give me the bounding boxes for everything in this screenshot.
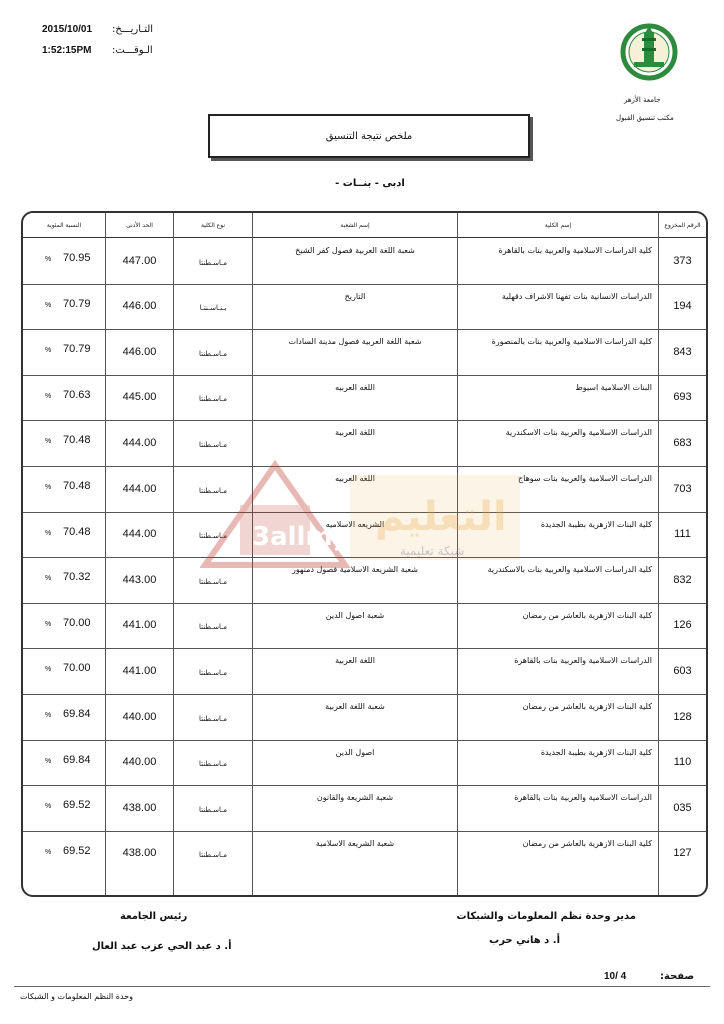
cell-faculty: الدراسات الاسلامية والعربية بنات سوهاج: [517, 474, 652, 483]
cell-code: 128: [673, 710, 692, 723]
time-line: [42, 45, 91, 56]
cell-pct: [23, 694, 105, 739]
percent-value: 70.95: [63, 252, 91, 264]
cell-pct: [23, 420, 105, 465]
cell-type: مـاسـطنتا: [199, 805, 227, 814]
header-min: الحد الأدنى: [126, 221, 153, 229]
cell-type: مـاسـطنتا: [199, 532, 227, 541]
cell-min: 438.00: [122, 847, 157, 860]
cell-code: 603: [673, 664, 692, 677]
percent-value: 70.48: [63, 480, 91, 492]
cell-type: مـاسـطنتا: [199, 760, 227, 769]
cell-min: 440.00: [122, 756, 157, 769]
cell-division: اللغة العربية: [335, 428, 375, 438]
percent-sign: %: [45, 620, 52, 628]
signature-right-name: أ. د هاني حرب: [489, 935, 560, 946]
cell-min: 446.00: [122, 300, 157, 313]
cell-pct: [23, 740, 105, 785]
cell-min: 446.00: [122, 345, 157, 358]
cell-code: 194: [673, 300, 692, 313]
percent-value: 70.00: [63, 662, 91, 675]
percent-value: 70.63: [63, 388, 91, 401]
signature-left-title: رئيس الجامعة: [120, 911, 188, 922]
signature-left-name: أ. د عبد الحي عزب عبد العال: [92, 941, 232, 952]
percent-value: 70.79: [63, 343, 91, 356]
percent-sign: %: [45, 392, 52, 400]
cell-division: شعبة اللغة العربية فصول مدينة السادات: [288, 337, 422, 347]
header-faculty: إسم الكلية: [544, 221, 572, 229]
percent-value: 70.48: [63, 525, 91, 538]
cell-min: 443.00: [122, 573, 157, 586]
cell-division: شعبة اللغة العربية: [325, 702, 385, 711]
cell-pct: [23, 329, 105, 374]
cell-pct: [23, 648, 105, 693]
table-row: [23, 329, 706, 376]
cell-type: مـاسـطنتا: [199, 486, 227, 495]
cell-faculty: الدراسات الاسلامية والعربية بنات الاسكندرية: [505, 428, 652, 438]
table-row: [23, 284, 706, 331]
percent-value: 69.84: [63, 708, 91, 720]
cell-code: 373: [673, 254, 692, 267]
cell-division: الشريعه الاسلاميه: [325, 519, 385, 529]
results-table: [21, 211, 708, 897]
cell-faculty: كلية البنات الازهرية بالعاشر من رمضان: [522, 610, 652, 620]
cell-pct: [23, 284, 105, 329]
page-number: 10/ 4: [604, 971, 627, 982]
cell-min: 440.00: [122, 710, 157, 723]
cell-min: 444.00: [122, 482, 157, 495]
cell-faculty: كلية البنات الازهرية بطيبة الجديدة: [540, 747, 652, 757]
table-header: [23, 213, 706, 238]
cell-division: اللغه العربيه: [335, 382, 375, 392]
cell-min: 444.00: [122, 436, 157, 449]
cell-min: 438.00: [122, 801, 157, 814]
report-title-box: [208, 114, 530, 158]
cell-division: شعبة الشريعة الاسلامية فصول دمنهور: [292, 565, 418, 575]
cell-division: اللغة العربية: [335, 656, 375, 666]
report-title: ملخص نتيجة التنسيق: [325, 130, 413, 142]
percent-value: 70.32: [63, 571, 91, 584]
cell-division: التاريخ: [344, 291, 366, 301]
time-label: الـوقـــت:: [112, 45, 153, 56]
percent-sign: %: [45, 848, 52, 856]
cell-faculty: كلية البنات الازهرية بالعاشر من رمضان: [522, 838, 652, 848]
table-row: [23, 375, 706, 422]
cell-pct: [23, 238, 105, 283]
cell-faculty: كلية البنات الازهرية بالعاشر من رمضان: [522, 702, 652, 711]
cell-code: 111: [674, 528, 691, 541]
cell-division: شعبة الشريعة والقانون: [316, 793, 394, 803]
cell-type: مـاسـطنتا: [199, 623, 227, 632]
cell-pct: [23, 831, 105, 876]
date-value: 2015/10/01: [42, 24, 93, 35]
cell-pct: [23, 512, 105, 557]
cell-min: 441.00: [122, 619, 157, 632]
percent-sign: %: [45, 712, 52, 719]
cell-faculty: كلية الدراسات الاسلامية والعربية بنات بالاسكندرية: [487, 565, 652, 575]
percent-sign: %: [45, 666, 52, 674]
table-row: [23, 466, 706, 513]
cell-faculty: الدراسات الاسلامية والعربية بنات بالقاهرة: [514, 793, 652, 803]
percent-sign: %: [45, 803, 52, 811]
percent-sign: %: [45, 484, 52, 491]
cell-code: 843: [673, 345, 692, 358]
cell-faculty: كلية الدراسات الاسلامية والعربية بنات بالقاهرة: [498, 246, 652, 255]
cell-division: شعبة اللغة العربية فصول كفر الشيخ: [295, 246, 415, 255]
percent-sign: %: [45, 301, 52, 309]
table-row: [23, 831, 706, 877]
percent-value: 70.79: [63, 297, 91, 310]
header-division: إسم الشعبة: [340, 221, 370, 229]
cell-type: مـاسـطنتا: [199, 714, 227, 723]
table-row: [23, 648, 706, 695]
percent-value: 70.48: [63, 434, 91, 447]
table-row: [23, 420, 706, 467]
cell-type: مـاسـطنتا: [199, 258, 227, 267]
cell-type: بـنـاسـنتـا: [199, 304, 227, 313]
cell-faculty: كلية البنات الازهرية بطيبة الجديدة: [540, 519, 652, 529]
cell-pct: [23, 375, 105, 420]
cell-division: شعبة الشريعة الاسلامية: [315, 838, 395, 848]
cell-code: 127: [673, 847, 692, 860]
cell-code: 035: [673, 801, 692, 814]
table-row: [23, 557, 706, 604]
cell-pct: [23, 466, 105, 511]
header-pct: النسبة المئوية: [46, 221, 82, 229]
cell-pct: [23, 785, 105, 830]
cell-min: 447.00: [122, 254, 157, 267]
percent-sign: %: [45, 757, 52, 765]
table-row: [23, 512, 706, 559]
watermark-tagline: شبكة تعليمية: [400, 544, 465, 558]
signature-right-title: مدير وحدة نظم المعلومات والشبكات: [456, 911, 636, 922]
cell-type: مـاسـطنتا: [199, 395, 227, 404]
percent-sign: %: [45, 256, 52, 263]
footer-divider: [14, 986, 710, 987]
percent-sign: %: [45, 438, 52, 446]
header-type: نوع الكلية: [200, 221, 226, 229]
table-row: [23, 785, 706, 832]
report-subtitle: - ادبى - بنــات: [335, 178, 405, 189]
cell-faculty: الدراسات الاسلامية والعربية بنات بالقاهرة: [514, 656, 652, 666]
logo-university-caption: جامعة الأزهر: [624, 96, 661, 104]
cell-type: مـاسـطنتا: [199, 668, 227, 677]
date-line: [42, 24, 92, 35]
table-row: [23, 694, 706, 741]
cell-code: 693: [673, 391, 692, 404]
cell-pct: [23, 603, 105, 648]
cell-division: شعبة اصول الدين: [325, 610, 385, 620]
watermark-brand-latin: 3allmy: [252, 522, 350, 552]
footer-text: وحدة النظم المعلومات و الشبكات: [20, 992, 133, 1001]
table-row: [23, 238, 706, 285]
time-value: 1:52:15PM: [42, 45, 92, 56]
cell-division: اللغه العربيه: [335, 474, 375, 483]
cell-type: مـاسـطنتا: [199, 851, 227, 860]
cell-min: 444.00: [122, 528, 157, 541]
cell-type: مـاسـطنتا: [199, 440, 227, 449]
header-code: الرقم المخزوع: [664, 221, 701, 229]
cell-code: 832: [673, 573, 692, 586]
percent-value: 69.52: [63, 844, 91, 857]
cell-pct: [23, 557, 105, 602]
cell-type: مـاسـطنتا: [199, 349, 227, 358]
cell-code: 110: [673, 756, 692, 769]
logo-office-caption: مكتب تنسيق القبول: [616, 114, 674, 122]
cell-code: 703: [673, 482, 692, 495]
watermark-brand-arabic: التعليم: [375, 494, 507, 540]
page-label: صفحة:: [660, 971, 695, 982]
cell-division: اصول الدين: [335, 747, 375, 757]
date-label: التـاريـــخ:: [112, 24, 154, 35]
percent-sign: %: [45, 529, 52, 537]
cell-faculty: الدراسات الانسانية بنات تفهنا الاشراف دقهلية: [501, 291, 652, 301]
percent-value: 69.84: [63, 753, 91, 766]
cell-min: 441.00: [122, 664, 157, 677]
percent-value: 70.00: [63, 616, 91, 629]
cell-type: مـاسـطنتا: [199, 577, 227, 586]
cell-code: 126: [673, 619, 692, 632]
percent-sign: %: [45, 575, 52, 583]
cell-faculty: كلية الدراسات الاسلامية والعربية بنات بالمنصورة: [491, 337, 652, 347]
university-logo-icon: [614, 22, 684, 82]
cell-min: 445.00: [122, 391, 157, 404]
cell-faculty: البنات الاسلامية اسيوط: [575, 382, 652, 392]
percent-value: 69.52: [63, 799, 91, 812]
cell-code: 683: [673, 436, 692, 449]
table-row: [23, 603, 706, 650]
table-row: [23, 740, 706, 787]
percent-sign: %: [45, 347, 52, 355]
